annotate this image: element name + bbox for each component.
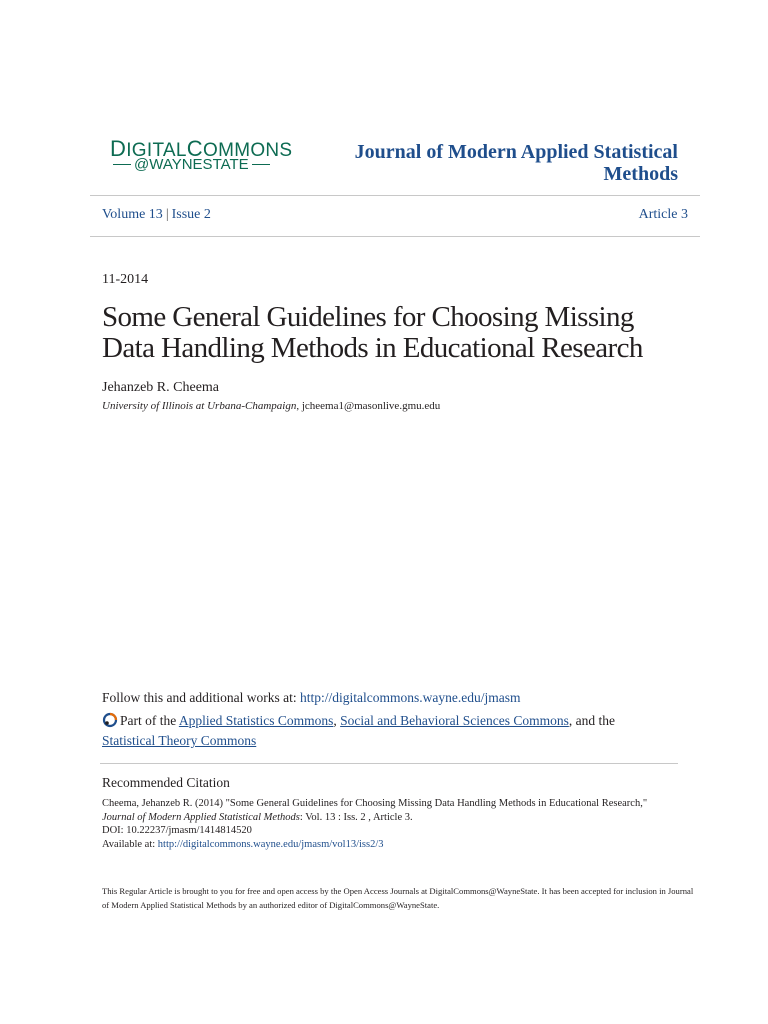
header-divider xyxy=(90,195,700,196)
article-link[interactable]: Article 3 xyxy=(638,207,688,222)
citation-link[interactable]: http://digitalcommons.wayne.edu/jmasm/vol13/iss2/3 xyxy=(157,838,384,850)
author-email: , jcheema1@masonlive.gmu.edu xyxy=(296,400,441,412)
follow-label: Follow this and additional works at: xyxy=(102,690,300,705)
citation-divider xyxy=(100,763,678,764)
part-of-separator: , xyxy=(333,713,341,728)
digitalcommons-logo-bottom xyxy=(110,156,273,173)
open-access-footnote: This Regular Article is brought to you for free and open access by the Open Access Journals at DigitalCommons@WayneState. It has been accepted for inclusion in Journal of Modern Applied Statistical Methods by an authorized editor of DigitalCommons@WayneState. xyxy=(102,886,694,910)
part-of-label: Part of the xyxy=(120,713,179,728)
citation-line2 xyxy=(102,811,702,825)
citation-doi: DOI: 10.22237/jmasm/1414814520 xyxy=(102,825,252,836)
citation-line1: Cheema, Jehanzeb R. (2014) "Some General Guidelines for Choosing Missing Data Handling Methods in Educational Research," xyxy=(102,798,648,809)
follow-link[interactable]: http://digitalcommons.wayne.edu/jmasm xyxy=(300,690,521,705)
part-of-and: , and the xyxy=(568,713,615,728)
volume-issue-row xyxy=(102,207,211,223)
citation-text xyxy=(102,797,702,851)
follow-works xyxy=(102,690,520,706)
citation-available xyxy=(102,838,702,852)
logo-divider xyxy=(252,164,270,165)
journal-title[interactable]: Journal of Modern Applied Statistical Methods xyxy=(354,141,678,185)
recommended-citation-heading: Recommended Citation xyxy=(102,775,230,790)
statistical-theory-link[interactable]: Statistical Theory Commons xyxy=(102,733,257,748)
applied-statistics-link[interactable]: Applied Statistics Commons xyxy=(178,713,334,728)
volume-link[interactable]: Volume 13 xyxy=(102,207,163,222)
logo-wayne-state: @WAYNESTATE xyxy=(134,156,249,173)
digitalcommons-logo-top: DIGITALCOMMONS xyxy=(110,136,293,161)
issue-link[interactable]: Issue 2 xyxy=(171,207,211,222)
citation-journal: Journal of Modern Applied Statistical Methods xyxy=(102,811,300,823)
citation-volume: : Vol. 13 : Iss. 2 , Article 3. xyxy=(299,811,413,823)
publication-date: 11-2014 xyxy=(102,272,149,287)
social-sciences-link[interactable]: Social and Behavioral Sciences Commons xyxy=(340,713,569,728)
part-of-commons xyxy=(102,711,702,751)
available-label: Available at: xyxy=(102,838,158,850)
logo-divider xyxy=(113,164,131,165)
volume-separator: | xyxy=(165,207,169,222)
paper-title: Some General Guidelines for Choosing Missing Data Handling Methods in Educational Research xyxy=(102,301,643,364)
network-icon xyxy=(102,712,118,728)
author-affiliation xyxy=(102,400,440,412)
affiliation-name: University of Illinois at Urbana-Champaign xyxy=(102,400,297,412)
issue-divider xyxy=(90,236,700,237)
author-name: Jehanzeb R. Cheema xyxy=(102,380,220,395)
